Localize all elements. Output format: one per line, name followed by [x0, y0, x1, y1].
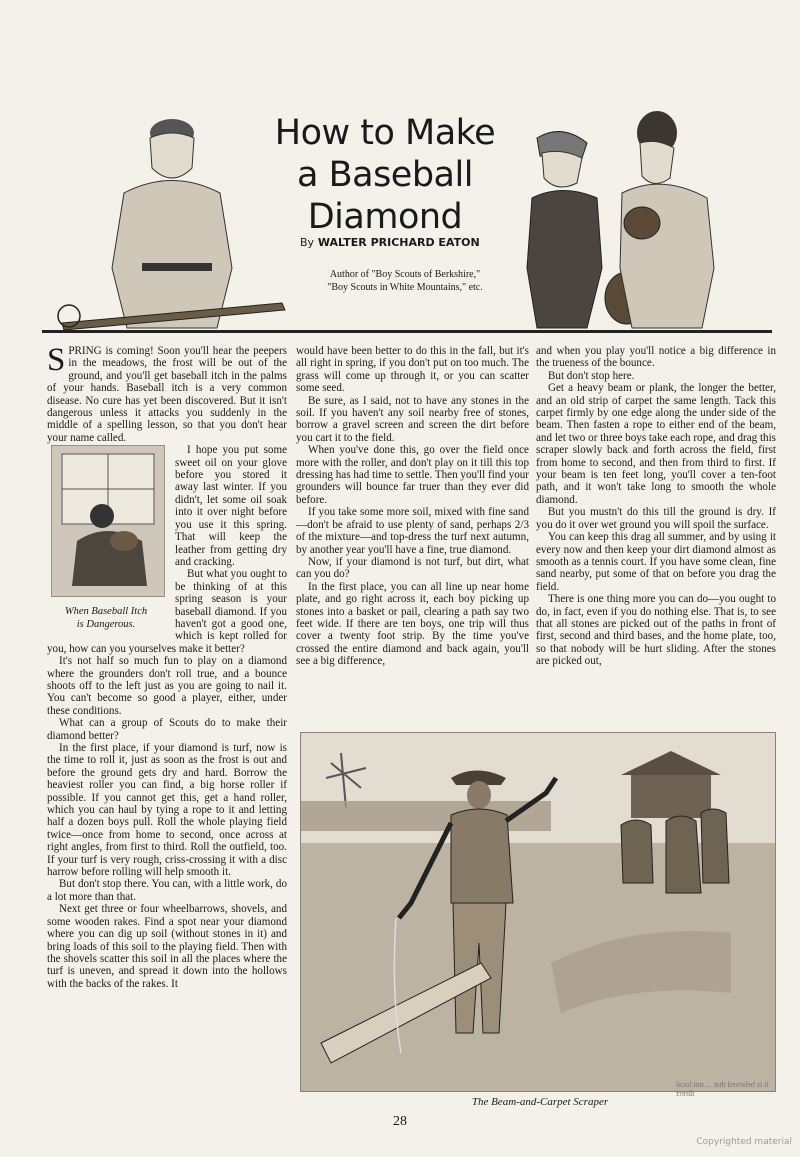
title-line-2: a Baseball [297, 155, 473, 195]
column-2 [296, 345, 529, 668]
paragraph: What can a group of Scouts do to make their diamond better? [47, 717, 287, 742]
drop-cap: S [47, 342, 66, 378]
paragraph: If you take some more soil, mixed with fine sand—don't be afraid to use plenty of sand, perhaps 2/3 of the mixture—and top-dress the turf next autumn, by another year you'll have a fine, true diamond. [296, 506, 529, 556]
paragraph: In the first place, if your diamond is turf, now is the time to roll it, just as soon as the frost is out and before the ground gets dry and hard. Borrow the heaviest roller you can find, a big horse roller if possible. If you cannot get this, get a hand roller, which you can haul by tying a rope to it and letting half a dozen boys pull. Roll the whole playing field twice—once from home to second, once across at right angles, from first to third. Roll the outfield, too. If your turf is very rough, criss-crossing it with a disc harrow before rolling will help smooth it. [47, 742, 287, 879]
boy-oiling-glove-illustration [51, 445, 165, 597]
caption-line-2: is Dangerous. [76, 619, 136, 631]
paragraph: would have been better to do this in the fall, but it's all right in spring, if you don't put on too much. The grass will come up through it, or you can scatter some seed. [296, 345, 529, 395]
paragraph [47, 342, 287, 444]
author-note [290, 268, 520, 294]
paragraph: It's not half so much fun to play on a diamond where the grounders don't roll true, and a bounce shoots off to the left just as you are going to nail it. You can't become so good a player, either, under these conditions. [47, 655, 287, 717]
paragraph: I hope you put some sweet oil on your glove before you stored it away last winter. If you didn't, let some oil soak into it over night before you use it this spring. That will keep the leather from getting dry and cracking. [175, 444, 287, 568]
paragraph: Get a heavy beam or plank, the longer the better, and an old strip of carpet the same length. Tack this carpet firmly by one edge along the under side of the beam. Then fasten a rope to either end of the beam, and let two or three boys take each rope, and drag this scraper slowly back and forth across the field, first from home to second, and then from third to first. If your beam is ten feet long, you'll cover a ten-foot path, and it won't take long to smooth the whole diamond. [536, 382, 776, 506]
author-note-line-1: Author of "Boy Scouts of Berkshire," [329, 269, 481, 280]
paragraph: When you've done this, go over the field once more with the roller, and don't play on it till this top dressing has had time to settle. Then you'll find your grounders will bounce far truer than they ever did before. [296, 444, 529, 506]
paragraph-text: PRING is coming! Soon you'll hear the peepers in the meadows, the frost will be out of the ground, and you'll get baseball itch in the palms of your hands. Baseball itch is a very common disease. No cure has yet been discovered. But it isn't dangerous unless it attacks you suddenly in the middle of a spelling lesson, so that you don't hear your name called. [47, 345, 287, 444]
author-note-line-2: "Boy Scouts in White Mountains," etc. [327, 282, 483, 293]
paragraph: But don't stop there. You can, with a little work, do a lot more than that. [47, 878, 287, 903]
column-1 [47, 342, 287, 990]
small-figure-caption [47, 605, 165, 631]
small-figure [47, 445, 169, 637]
paragraph: But don't stop here. [548, 369, 635, 382]
title-line-3: Diamond [307, 197, 463, 237]
copyright-watermark: Copyrighted material [696, 1137, 792, 1147]
caption-line-1: When Baseball Itch [64, 606, 148, 618]
bleed-through-text: it is believed that ... not local direct [676, 1080, 769, 1098]
author-name: WALTER PRICHARD EATON [317, 236, 480, 249]
paragraph: There is one thing more you can do—you ought to do, in fact, even if you do nothing else. That is, to see that all stones are picked out of the paths in front of first, second and third bases, and the home plate, too, so that nobody will be hurt sliding. After the stones are picked out, [536, 593, 776, 668]
scraper-illustration [300, 732, 776, 1092]
byline-prefix: By [300, 236, 315, 249]
article-title [270, 112, 500, 238]
paragraph: You can keep this drag all summer, and by using it every now and then keep your dirt diamond almost as smooth as a tennis court. If you have some clean, fine sand nearby, put some of that on before you drag the field. [536, 531, 776, 593]
paragraph: Next get three or four wheelbarrows, shovels, and some wooden rakes. Find a spot near your diamond where you can dig up soil (without stones in it) and bring loads of this soil to the playing field. Then with the shovels scatter this soil in all the places where the turf is uneven, and spread it down into the hollows with the backs of the rakes. It [47, 903, 287, 990]
paragraph: and when you play you'll notice a big difference in the trueness of the bounce. [536, 345, 776, 370]
paragraph: Be sure, as I said, not to have any stones in the soil. If you haven't any soil nearby free of stones, borrow a gravel screen and screen the dirt before you cart it to the field. [296, 394, 529, 444]
column-3 [536, 345, 776, 668]
title-line-1: How to Make [274, 113, 496, 153]
paragraph: Now, if your diamond is not turf, but dirt, what can you do? [296, 555, 529, 581]
paragraph: But what you ought to be thinking of at this spring season is your baseball diamond. If you haven't got a good one, which is kept rolled for you, how can you yourselves make it better? [47, 568, 287, 655]
page-number: 28 [393, 1114, 407, 1129]
byline [300, 236, 540, 249]
large-figure-caption: The Beam-and-Carpet Scraper [471, 1096, 609, 1108]
paragraph: But you mustn't do this till the ground is dry. If you do it over wet ground you will spoil the surface. [536, 506, 776, 531]
figure-art [52, 446, 164, 596]
header-rule [42, 330, 772, 333]
paragraph: In the first place, you can all line up near home plate, and go right across it, each boy picking up stones into a basket or pail, clearing a path say two feet wide. If there are ten boys, one trip will thus cover a twenty foot strip. By the time you've crossed the entire diamond and back again, you'll see a big difference, [296, 580, 529, 668]
scraper-art [301, 733, 775, 1091]
